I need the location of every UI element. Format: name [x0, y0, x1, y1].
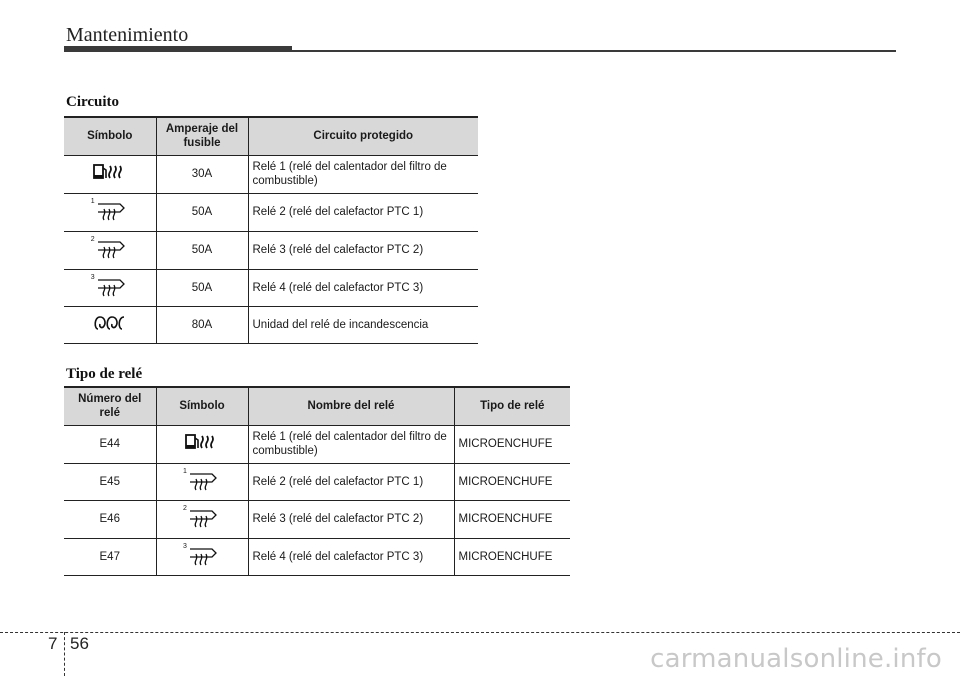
amperage-cell: 80A — [156, 306, 248, 343]
circuit-cell: Relé 1 (relé del calentador del filtro de combustible) — [248, 155, 478, 193]
symbol-cell — [156, 463, 248, 500]
relay-number-cell: E45 — [64, 463, 156, 500]
fuel-filter-heater-icon — [184, 431, 220, 457]
ptc-heater-1-icon — [182, 469, 222, 495]
watermark-text: carmanualsonline.info — [650, 644, 942, 674]
header-amperage: Amperaje del fusible — [156, 117, 248, 155]
symbol-cell — [64, 231, 156, 269]
amperage-cell: 30A — [156, 155, 248, 193]
relay-number-cell: E46 — [64, 500, 156, 538]
page-header-title: Mantenimiento — [66, 24, 189, 46]
relay-number-cell: E44 — [64, 425, 156, 463]
symbol-cell — [156, 500, 248, 538]
relay-name-cell: Relé 4 (relé del calefactor PTC 3) — [248, 538, 454, 575]
icon-number: 2 — [183, 505, 187, 512]
icon-number: 3 — [183, 542, 187, 550]
header-relay-name: Nombre del relé — [248, 387, 454, 425]
header-circuit: Circuito protegido — [248, 117, 478, 155]
footer-divider — [0, 632, 960, 633]
table-row — [64, 155, 478, 193]
symbol-cell — [156, 538, 248, 575]
table-row — [64, 231, 478, 269]
ptc-heater-2-icon — [90, 237, 130, 263]
symbol-cell — [64, 269, 156, 306]
header-symbol: Símbolo — [156, 387, 248, 425]
header-rule-thin — [292, 50, 896, 52]
relay-type-cell: MICROENCHUFE — [454, 500, 570, 538]
header-relay-type: Tipo de relé — [454, 387, 570, 425]
amperage-cell: 50A — [156, 231, 248, 269]
chapter-number: 7 — [48, 634, 58, 653]
table-row — [64, 193, 478, 231]
relay-type-cell: MICROENCHUFE — [454, 538, 570, 575]
relay-name-cell: Relé 1 (relé del calentador del filtro de combustible) — [248, 425, 454, 463]
relay-name-cell: Relé 3 (relé del calefactor PTC 2) — [248, 500, 454, 538]
circuit-table-header-row — [64, 117, 478, 155]
amperage-cell: 50A — [156, 269, 248, 306]
relay-table — [64, 386, 570, 576]
ptc-heater-3-icon — [182, 544, 222, 570]
relay-number-cell: E47 — [64, 538, 156, 575]
table-row — [64, 463, 570, 500]
table-row — [64, 425, 570, 463]
ptc-heater-1-icon — [90, 199, 130, 225]
amperage-cell: 50A — [156, 193, 248, 231]
ptc-heater-3-icon — [90, 275, 130, 301]
header-relay-number: Número del relé — [64, 387, 156, 425]
circuit-cell: Relé 2 (relé del calefactor PTC 1) — [248, 193, 478, 231]
relay-type-cell: MICROENCHUFE — [454, 425, 570, 463]
icon-number: 1 — [183, 467, 187, 475]
table-row — [64, 538, 570, 575]
relay-table-header-row — [64, 387, 570, 425]
circuit-table — [64, 116, 478, 344]
table-row — [64, 269, 478, 306]
table-row — [64, 306, 478, 343]
symbol-cell — [64, 193, 156, 231]
header-symbol: Símbolo — [64, 117, 156, 155]
symbol-cell — [64, 306, 156, 343]
glow-plug-icon — [92, 313, 128, 337]
page-number: 56 — [70, 634, 89, 653]
icon-number: 3 — [90, 273, 95, 281]
symbol-cell — [156, 425, 248, 463]
table-row — [64, 500, 570, 538]
fuel-filter-heater-icon — [92, 161, 128, 187]
icon-number: 2 — [90, 236, 95, 243]
relay-name-cell: Relé 2 (relé del calefactor PTC 1) — [248, 463, 454, 500]
ptc-heater-2-icon — [182, 506, 222, 532]
circuit-section-title: Circuito — [66, 94, 120, 110]
icon-number: 1 — [90, 198, 95, 205]
footer-vertical-divider — [64, 632, 65, 676]
relay-section-title: Tipo de relé — [66, 366, 143, 382]
relay-type-cell: MICROENCHUFE — [454, 463, 570, 500]
circuit-cell: Relé 3 (relé del calefactor PTC 2) — [248, 231, 478, 269]
circuit-cell: Relé 4 (relé del calefactor PTC 3) — [248, 269, 478, 306]
header-rule-thick — [64, 46, 292, 52]
symbol-cell — [64, 155, 156, 193]
circuit-cell: Unidad del relé de incandescencia — [248, 306, 478, 343]
